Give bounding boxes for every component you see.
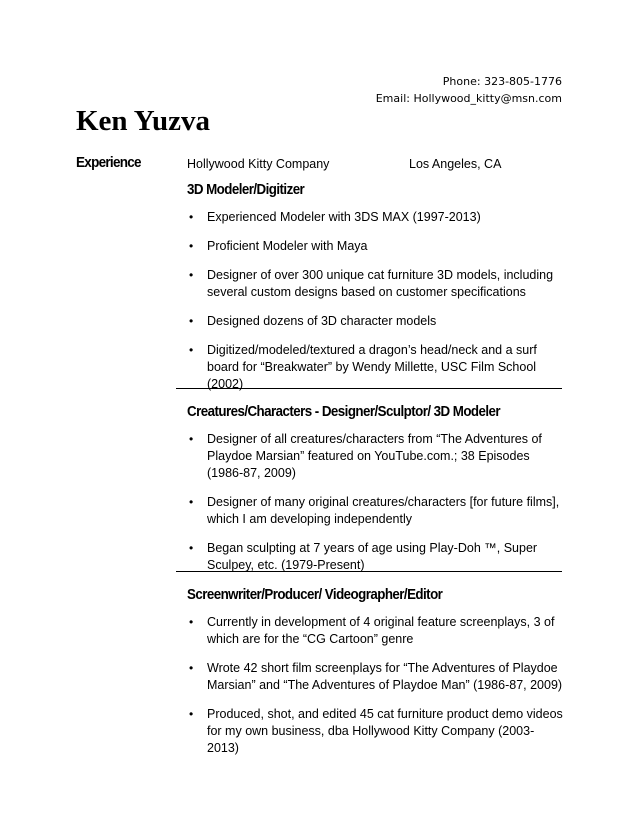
section-divider [176, 388, 562, 389]
email-line: Email: Hollywood_kitty@msn.com [375, 92, 562, 105]
bullet-icon: • [189, 707, 194, 721]
list-item: • Designed dozens of 3D character models [189, 314, 437, 328]
bullet-list [187, 209, 565, 393]
list-item: • Currently in development of 4 original feature screenplays, 3 of which are for the “CG Cartoon” genre [189, 615, 555, 646]
list-item: • Experienced Modeler with 3DS MAX (1997-2013) [189, 210, 481, 224]
list-item: • Proficient Modeler with Maya [189, 239, 368, 253]
contact-info [376, 73, 562, 107]
list-item: • Designer of over 300 unique cat furniture 3D models, including several custom designs based on customer specifications [189, 268, 554, 299]
list-item: • Wrote 42 short film screenplays for “The Adventures of Playdoe Marsian” and “The Adventures of Playdoe Man” (1986-87, 2009) [189, 661, 563, 692]
bullet-list [187, 431, 565, 574]
list-item: • Produced, shot, and edited 45 cat furniture product demo videos for my own business, dba Hollywood Kitty Company (2003-2013) [189, 707, 563, 755]
phone-line: Phone: 323-805-1776 [442, 75, 562, 88]
company-location: Los Angeles, CA [409, 157, 502, 171]
section-creatures [187, 404, 565, 574]
bullet-icon: • [189, 210, 194, 224]
bullet-icon: • [189, 343, 194, 357]
company-name: Hollywood Kitty Company [187, 157, 330, 171]
bullet-icon: • [189, 495, 194, 509]
bullet-icon: • [189, 432, 194, 446]
section-title: Screenwriter/Producer/ Videographer/Editor [187, 587, 443, 603]
bullet-icon: • [189, 314, 194, 328]
experience-heading: Experience [76, 154, 141, 171]
list-item: • Began sculpting at 7 years of age using Play-Doh ™, Super Sculpey, etc. (1979-Present) [189, 541, 538, 572]
bullet-icon: • [189, 541, 194, 555]
list-item: • Digitized/modeled/textured a dragon’s head/neck and a surf board for “Breakwater” by Wendy Millette, USC Film School (2002) [189, 343, 537, 391]
candidate-name: Ken Yuzva [76, 105, 211, 137]
list-item: • Designer of all creatures/characters from “The Adventures of Playdoe Marsian” featured on YouTube.com.; 38 Episodes (1986-87, 2009) [189, 432, 542, 480]
section-title: Creatures/Characters - Designer/Sculptor/ 3D Modeler [187, 404, 501, 420]
bullet-list [187, 614, 565, 757]
bullet-icon: • [189, 661, 194, 675]
bullet-icon: • [189, 615, 194, 629]
section-screenwriter [187, 587, 565, 757]
bullet-icon: • [189, 268, 194, 282]
list-item: • Designer of many original creatures/characters [for future films], which I am developing independently [189, 495, 560, 526]
bullet-icon: • [189, 239, 194, 253]
section-3d-modeler [187, 182, 565, 393]
section-divider [176, 571, 562, 572]
section-title: 3D Modeler/Digitizer [187, 182, 305, 198]
